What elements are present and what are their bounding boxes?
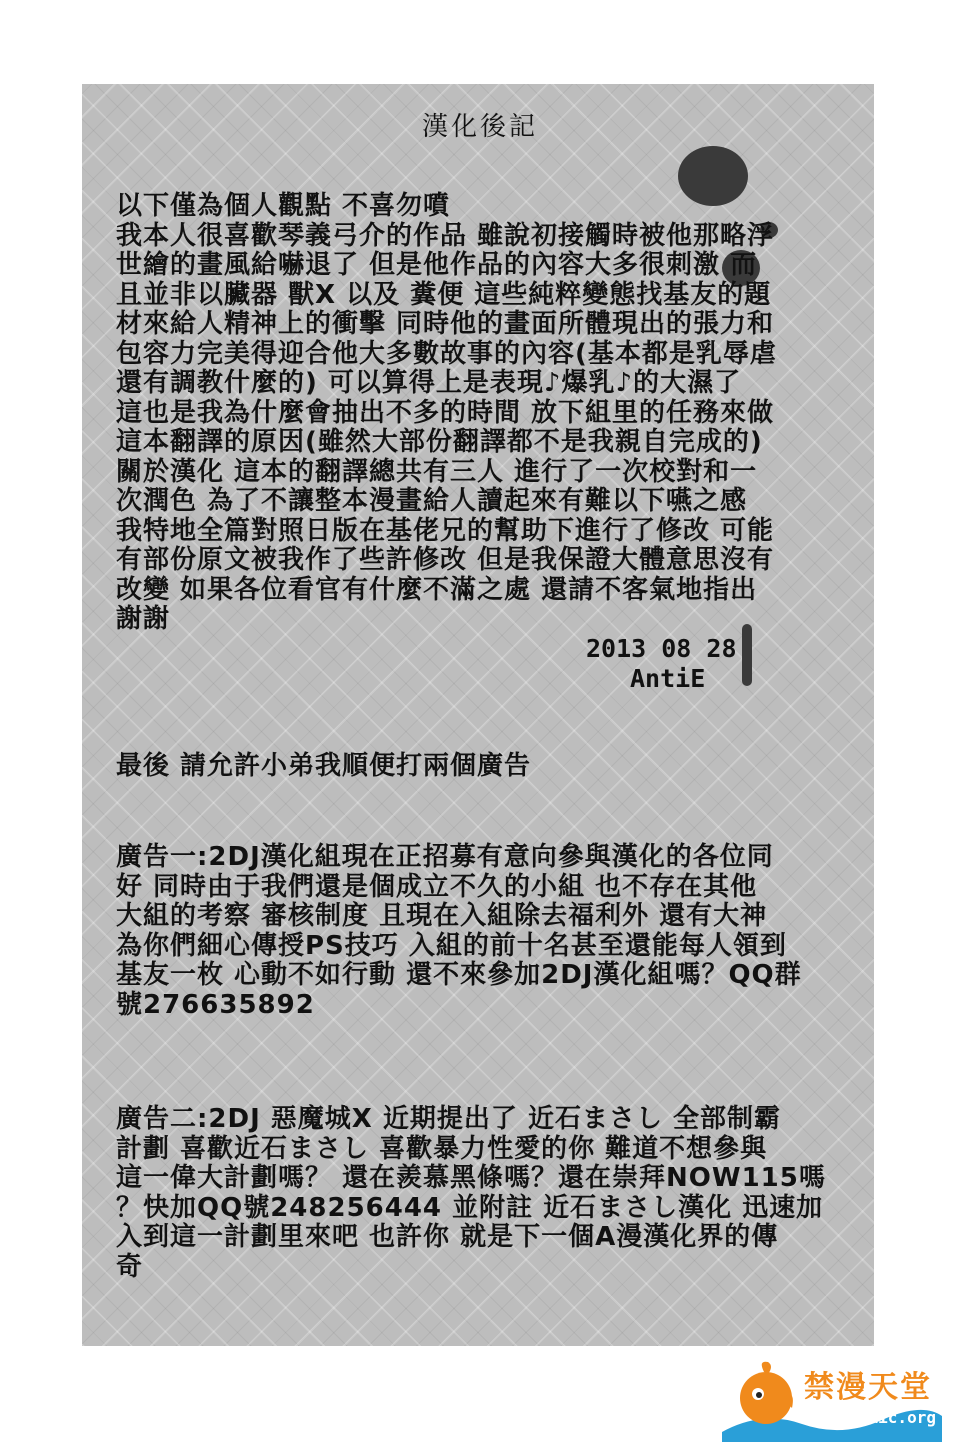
- afterword-author: AntiE: [630, 664, 706, 693]
- logo-url: 18comic.org: [830, 1408, 936, 1427]
- ad-two-paragraph: 廣告二:2DJ 惡魔城X 近期提出了 近石まさし 全部制霸 計劃 喜歡近石まさし 喜歡暴力性愛的你 難道不想參與 這一偉大計劃嗎？ 還在羨慕黑條嗎？還在崇拜NOW115嗎 ？快加QQ號248256444 並附註 近石まさし漢化 迅速加 入到這一計劃里來吧 也許你 就是下一個A漫漢化界的傳 奇: [116, 1104, 826, 1282]
- ad-one-paragraph: 廣告一:2DJ漢化組現在正招募有意向參與漢化的各位同 好 同時由于我們還是個成立不久的小組 也不存在其他 大組的考察 審核制度 且現在入組除去福利外 還有大神 為你們細心傳授PS技巧 入組的前十名甚至還能每人領到 基友一枚 心動不如行動 還不來參加2DJ漢化組嗎？QQ群 號276635892: [116, 842, 802, 1020]
- ad-intro: 最後 請允許小弟我順便打兩個廣告: [116, 751, 532, 781]
- logo-name: 禁漫天堂: [804, 1370, 932, 1405]
- afterword-paragraph: 以下僅為個人觀點 不喜勿噴 我本人很喜歡琴義弓介的作品 雖說初接觸時被他那略浮 世繪的畫風給嚇退了 但是他作品的內容大多很刺激 而 且並非以臟器 獸X 以及 糞便 這些純粹變態找基友的題 材來給人精神上的衝擊 同時他的畫面所體現出的張力和 包容力完美得迎合他大多數故事的內容(基本都是乳辱虐 還有調教什麼的) 可以算得上是表現♪爆乳♪的大濕了 這也是我為什麼會抽出不多的時間 放下組里的任務來做 這本翻譯的原因(雖然大部份翻譯都不是我親自完成的) 關於漢化 這本的翻譯總共有三人 進行了一次校對和一 次潤色 為了不讓整本漫畫給人讀起來有難以下嚥之感 我特地全篇對照日版在基佬兄的幫助下進行了修改 可能 有部份原文被我作了些許修改 但是我保證大體意思沒有 改變 如果各位看官有什麼不滿之處 還請不客氣地指出 謝謝: [116, 191, 777, 634]
- site-logo: [722, 1358, 942, 1442]
- page-title: 漢化後記: [421, 112, 538, 142]
- afterword-date: 2013 08 28: [586, 634, 737, 663]
